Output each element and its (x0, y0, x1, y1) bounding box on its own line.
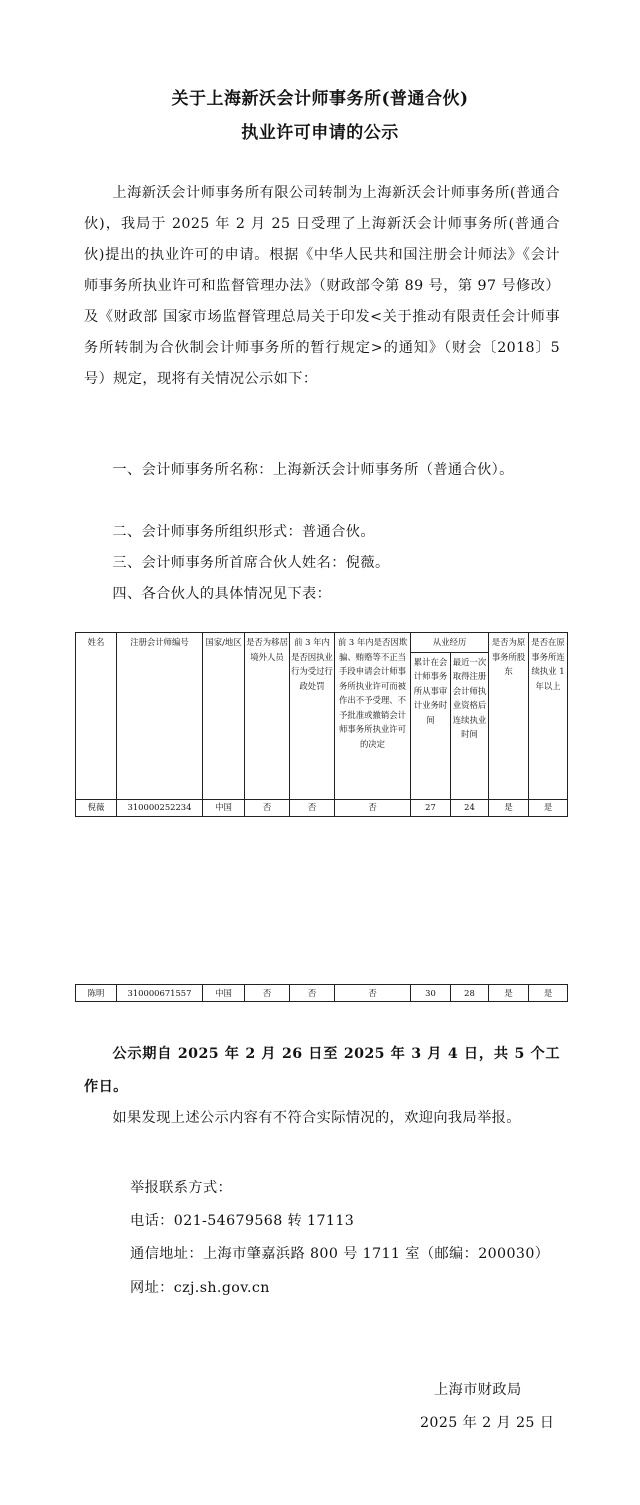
item-firm-name: 一、会计师事务所名称：上海新沃会计师事务所（普通合伙）。 (112, 462, 514, 478)
cell-name: 倪薇 (76, 799, 117, 816)
notice-period: 公示期自 2025 年 2 月 26 日至 2025 年 3 月 4 日，共 5 个工作日。 (84, 1046, 560, 1095)
cell-experience-recent: 24 (451, 799, 489, 816)
cell-overseas: 否 (245, 985, 290, 1002)
header-experience-total: 累计在会计师事务所从事审计业务时间 (411, 652, 451, 799)
signature-date: 2025 年 2 月 25 日 (420, 1415, 555, 1431)
cell-country: 中国 (203, 799, 245, 816)
partners-table-continued (75, 984, 568, 1002)
cell-shareholder: 是 (489, 985, 529, 1002)
header-overseas: 是否为移居境外人员 (245, 633, 290, 800)
partners-table (75, 632, 568, 817)
contact-website: 网址：czj.sh.gov.cn (130, 1280, 270, 1296)
cell-overseas: 否 (245, 799, 290, 816)
cell-penalty: 否 (290, 799, 335, 816)
contact-title: 举报联系方式： (130, 1180, 233, 1196)
cell-cpa-number: 310000252234 (117, 799, 203, 816)
cell-continuous: 是 (529, 799, 568, 816)
contact-address: 通信地址：上海市肇嘉浜路 800 号 1711 室（邮编：200030） (130, 1246, 550, 1262)
header-shareholder: 是否为原事务所股东 (489, 633, 529, 800)
intro-paragraph: 上海新沃会计师事务所有限公司转制为上海新沃会计师事务所(普通合伙)，我局于 2025 年 2 月 25 日受理了上海新沃会计师事务所(普通合伙)提出的执业许可的申请。根据《中华人民共和国注册会计师法》《会计师事务所执业许可和监督管理办法》（财政部令第 89 号，第 97 号修改）及《财政部 国家市场监督管理总局关于印发<关于推动有限责任会计师事务所转制为合伙制会计师事务所的暂行规定>的通知》（财会〔2018〕5 号）规定，现将有关情况公示如下： (84, 185, 560, 387)
cell-country: 中国 (203, 985, 245, 1002)
cell-name: 陈明 (76, 985, 117, 1002)
header-cpa-number: 注册会计师编号 (117, 633, 203, 800)
header-name: 姓名 (76, 633, 117, 800)
header-country: 国家/地区 (203, 633, 245, 800)
table-row (76, 799, 568, 816)
contact-phone: 电话：021-54679568 转 17113 (130, 1213, 355, 1229)
cell-continuous: 是 (529, 985, 568, 1002)
cell-penalty: 否 (290, 985, 335, 1002)
cell-fraud: 否 (335, 985, 411, 1002)
signature-organization: 上海市财政局 (434, 1382, 522, 1398)
item-partners-table-intro: 四、各合伙人的具体情况见下表： (112, 586, 332, 602)
header-fraud: 前 3 年内是否因欺骗、贿赂等不正当手段申请会计师事务所执业许可而被作出不予受理、不予批准或撤销会计师事务所执业许可的决定 (335, 633, 411, 800)
cell-cpa-number: 310000671557 (117, 985, 203, 1002)
cell-shareholder: 是 (489, 799, 529, 816)
header-experience: 从业经历 (411, 633, 489, 653)
header-penalty: 前 3 年内是否因执业行为受过行政处罚 (290, 633, 335, 800)
item-org-form: 二、会计师事务所组织形式：普通合伙。 (112, 524, 375, 540)
item-chief-partner: 三、会计师事务所首席合伙人姓名：倪薇。 (112, 555, 390, 571)
table-row (76, 985, 568, 1002)
cell-experience-total: 27 (411, 799, 451, 816)
header-experience-recent: 最近一次取得注册会计师执业资格后连续执业时间 (451, 652, 489, 799)
notice-report: 如果发现上述公示内容有不符合实际情况的，欢迎向我局举报。 (112, 1110, 521, 1126)
cell-fraud: 否 (335, 799, 411, 816)
document-title-line1: 关于上海新沃会计师事务所(普通合伙) (171, 89, 469, 109)
header-continuous: 是否在原事务所连续执业 1 年以上 (529, 633, 568, 800)
cell-experience-total: 30 (411, 985, 451, 1002)
cell-experience-recent: 28 (451, 985, 489, 1002)
document-title-line2: 执业许可申请的公示 (241, 123, 399, 143)
